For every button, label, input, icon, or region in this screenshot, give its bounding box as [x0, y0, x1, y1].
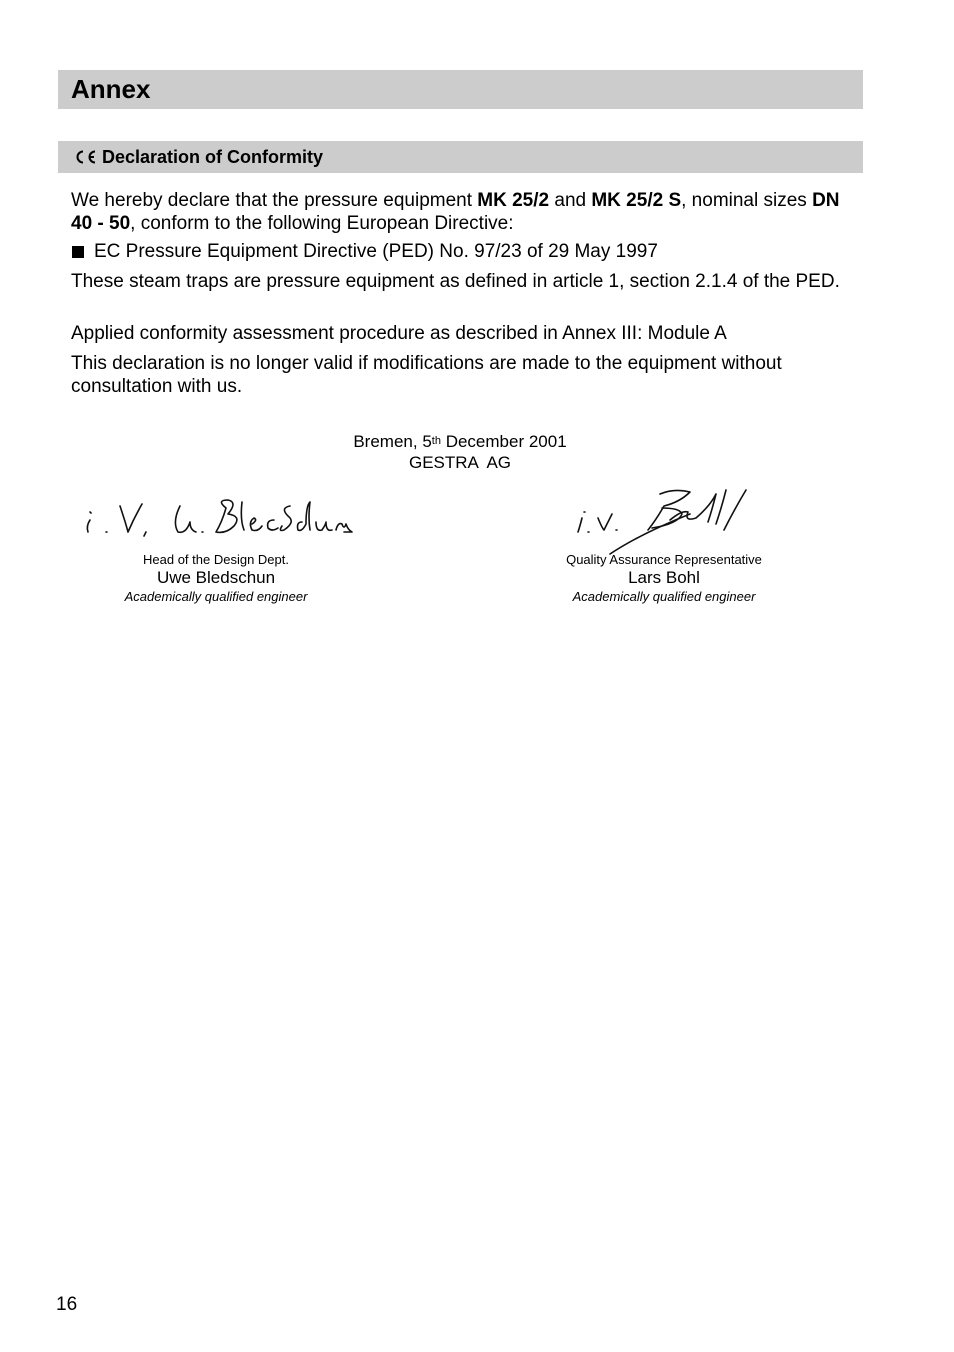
declaration-paragraph-3: These steam traps are pressure equipment as defined in article 1, section 2.1.4 of the PED.: [71, 271, 840, 292]
handwritten-signature-icon: [76, 492, 356, 542]
product-name: MK 25/2: [477, 190, 550, 211]
signatory-role: Quality Assurance Representative: [566, 552, 762, 567]
signatory-role: Head of the Design Dept.: [143, 552, 289, 567]
signatory-qualification: Academically qualified engineer: [572, 589, 756, 604]
directive-text: EC Pressure Equipment Directive (PED) No. 97/23 of 29 May 1997: [94, 241, 658, 262]
declaration-paragraph-5: This declaration is no longer valid if modifications are made to the equipment without consultation with us.: [71, 353, 782, 397]
declaration-paragraph-1: [71, 189, 861, 235]
signatory-name: Lars Bohl: [628, 568, 700, 587]
text-run: , conform to the following European Directive:: [130, 213, 514, 234]
nominal-sizes: DN 40 - 50: [71, 190, 840, 234]
directive-bullet: [71, 240, 861, 263]
signatory-name: Uwe Bledschun: [156, 568, 276, 587]
signature-left: [76, 492, 356, 542]
product-name: MK 25/2 S: [591, 190, 682, 211]
text-run: , nominal sizes: [681, 190, 813, 211]
place-date-block: [260, 431, 660, 473]
page-title: Annex: [71, 74, 151, 104]
signatory-right: [504, 552, 824, 606]
day-suffix: th: [431, 435, 441, 447]
page-number: 16: [56, 1294, 78, 1315]
declaration-paragraph-4: Applied conformity assessment procedure as described in Annex III: Module A: [71, 323, 727, 344]
signatory-left: [56, 552, 376, 606]
annex-header-bar: [58, 70, 863, 109]
date-text: December 2001: [440, 432, 567, 451]
section-title: Declaration of Conformity: [102, 146, 324, 167]
square-bullet-icon: [72, 246, 84, 258]
company-name: GESTRA AG: [408, 453, 512, 472]
section-title-row: [71, 147, 323, 168]
place-city: Bremen, 5: [353, 432, 432, 451]
place-date: [260, 431, 660, 452]
section-header-bar: [58, 141, 863, 173]
ce-mark-icon: [73, 150, 97, 164]
text-run: We hereby declare that the pressure equipment: [71, 190, 478, 211]
signatory-qualification: Academically qualified engineer: [124, 589, 308, 604]
text-run: and: [549, 190, 592, 211]
